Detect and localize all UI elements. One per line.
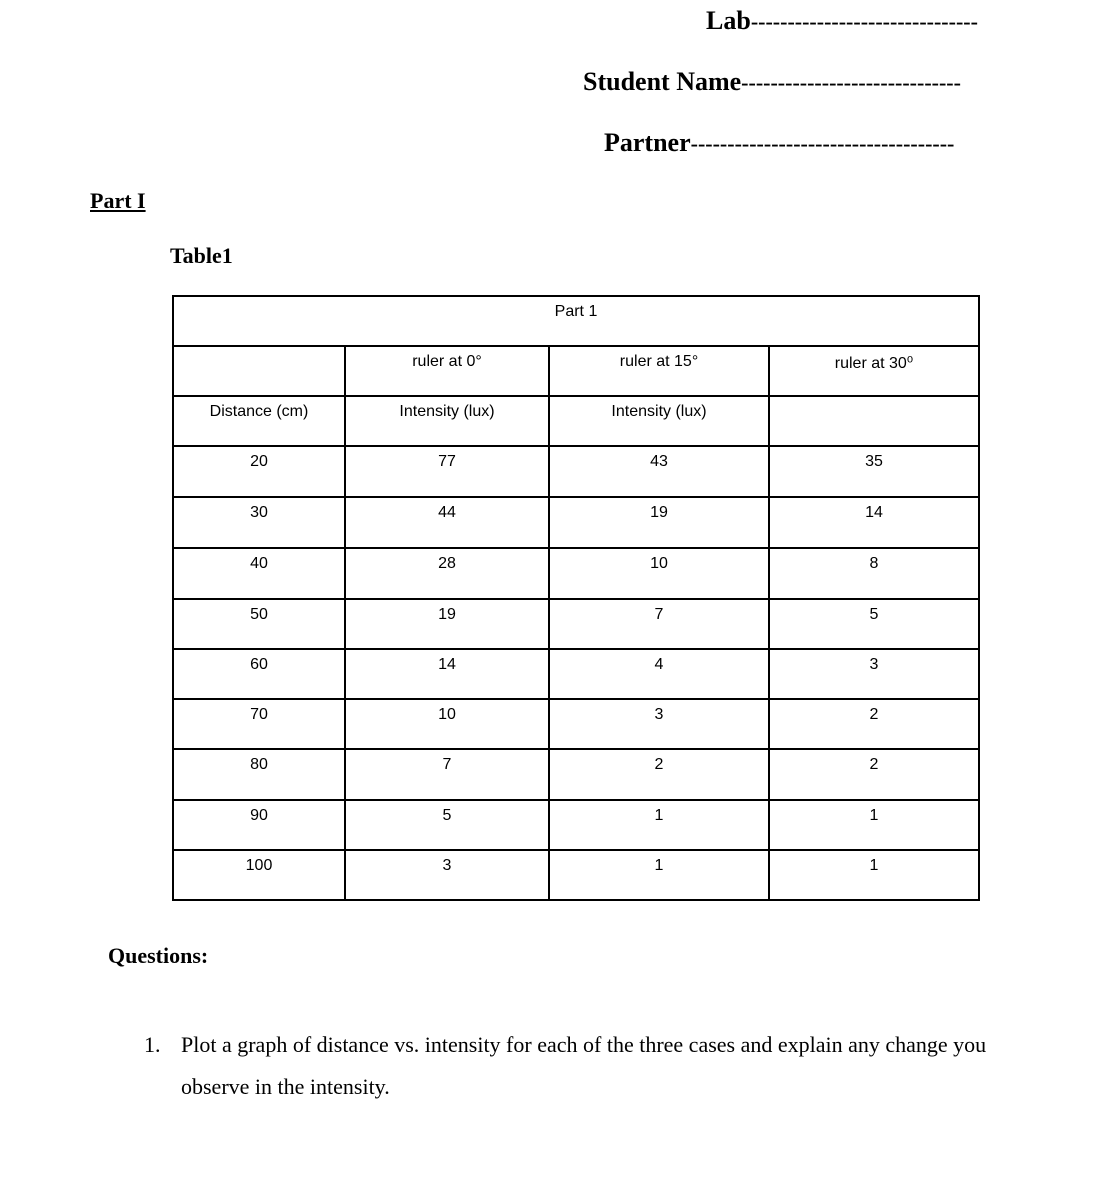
- table-cell: 28: [345, 548, 549, 599]
- table-cell: 1: [769, 850, 979, 900]
- table-row: [173, 446, 979, 497]
- table-cell: 30: [173, 497, 345, 548]
- table-cell: 3: [345, 850, 549, 900]
- table-caption: Part 1: [554, 303, 598, 320]
- table-cell: 40: [173, 548, 345, 599]
- table-cell: 14: [769, 497, 979, 548]
- table-title: Table1: [170, 243, 233, 268]
- table-cell: 5: [345, 800, 549, 850]
- part-title: Part I: [90, 188, 146, 213]
- question-number: 1.: [144, 1032, 161, 1057]
- table-cell: 1: [549, 850, 769, 900]
- table-caption-row: [173, 296, 979, 346]
- column-header-cell: Intensity (lux): [345, 396, 549, 446]
- table-cell: 5: [769, 599, 979, 649]
- partner-blank-line: ------------------------------------: [690, 131, 955, 156]
- column-header-cell: Intensity (lux): [549, 396, 769, 446]
- table-cell: 8: [769, 548, 979, 599]
- angle-header-cell: ruler at 15°: [549, 346, 769, 396]
- table-cell: 3: [549, 699, 769, 749]
- table-cell: 20: [173, 446, 345, 497]
- angle-header-cell: ruler at 0°: [345, 346, 549, 396]
- table-cell: 50: [173, 599, 345, 649]
- table-row: [173, 649, 979, 699]
- table-cell: 10: [345, 699, 549, 749]
- table-row: [173, 599, 979, 649]
- table-row: [173, 548, 979, 599]
- partner-field: [604, 130, 954, 156]
- table-row: [173, 749, 979, 800]
- table-cell: 2: [549, 749, 769, 800]
- column-header-cell: Distance (cm): [173, 396, 345, 446]
- table-cell: 14: [345, 649, 549, 699]
- table-row: [173, 699, 979, 749]
- student-name-field: [583, 69, 961, 95]
- table-cell: 19: [345, 599, 549, 649]
- table-cell: 70: [173, 699, 345, 749]
- table-caption-cell: [173, 296, 979, 346]
- lab-label: Lab: [706, 6, 751, 35]
- angle-header-cell: ruler at 30⁰: [769, 346, 979, 396]
- partner-label: Partner: [604, 128, 691, 157]
- table-cell: 7: [549, 599, 769, 649]
- table-cell: 7: [345, 749, 549, 800]
- table-row: [173, 800, 979, 850]
- table-cell: 60: [173, 649, 345, 699]
- table-cell: 10: [549, 548, 769, 599]
- lab-blank-line: -------------------------------: [750, 9, 978, 34]
- table-cell: 100: [173, 850, 345, 900]
- student-name-blank-line: ------------------------------: [741, 70, 961, 95]
- question-item: [144, 1024, 1044, 1108]
- data-table: [172, 295, 980, 901]
- table-row: [173, 850, 979, 900]
- table-cell: 2: [769, 699, 979, 749]
- table-cell: 43: [549, 446, 769, 497]
- table-cell: 80: [173, 749, 345, 800]
- table-cell: 19: [549, 497, 769, 548]
- table-row: [173, 497, 979, 548]
- lab-field: [706, 8, 978, 34]
- questions-title: Questions:: [108, 943, 209, 968]
- table-cell: 35: [769, 446, 979, 497]
- table-cell: 77: [345, 446, 549, 497]
- table-cell: 3: [769, 649, 979, 699]
- table-cell: 1: [769, 800, 979, 850]
- column-header-cell: [769, 396, 979, 446]
- table-cell: 4: [549, 649, 769, 699]
- question-text: Plot a graph of distance vs. intensity for each of the three cases and explain any change you observe in the intensity.: [181, 1032, 987, 1099]
- table-cell: 44: [345, 497, 549, 548]
- student-name-label: Student Name: [583, 67, 742, 96]
- table-cell: 1: [549, 800, 769, 850]
- table-cell: 2: [769, 749, 979, 800]
- table-cell: 90: [173, 800, 345, 850]
- angle-header-cell: [173, 346, 345, 396]
- column-header-row: [173, 396, 979, 446]
- angle-header-row: [173, 346, 979, 396]
